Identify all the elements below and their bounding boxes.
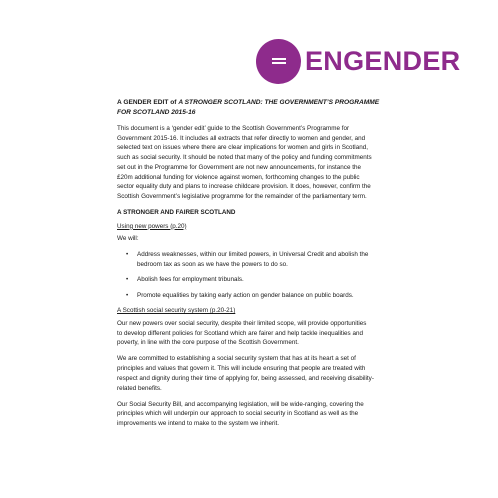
section-heading: A STRONGER AND FAIRER SCOTLAND bbox=[117, 209, 236, 217]
commitments-list bbox=[117, 250, 399, 300]
document-title bbox=[117, 98, 399, 117]
intro-paragraph: This document is a ‘gender edit’ guide to the Scottish Government’s Programme for Government 2015-16. It includes all extracts that refer directly to women and gender, and selected text on issues where there are clear implications for women and girls in Scotland, such as social security. It should be noted that many of the policy and funding commitments set out in the Programme for Government are not new announcements, for instance the £20m additional funding for violence against women, forthcoming changes to the public sector equality duty and plans to increase childcare provision. It does, however, confirm the Scottish Government’s legislative programme for the remainder of the parliamentary term. bbox=[117, 125, 372, 200]
bullet-icon: • bbox=[126, 276, 129, 284]
section-subheading-social-security: A Scottish social security system (p.20-21) bbox=[117, 307, 236, 315]
body-paragraph: Our new powers over social security, despite their limited scope, will provide opportunities to develop different policies for Scotland which are fairer and help tackle inequalities and poverty, in line with the core purpose of the Scottish Government. bbox=[117, 319, 367, 347]
logo-text: ENGENDER bbox=[305, 45, 461, 76]
title-italic: A STRONGER SCOTLAND: THE GOVERNMENT’S PROGRAMME bbox=[178, 99, 380, 106]
title-line-2: FOR SCOTLAND 2015-16 bbox=[117, 108, 196, 116]
section-subheading-new-powers: Using new powers (p.20) bbox=[117, 222, 187, 230]
body-paragraph: Our Social Security Bill, and accompanying legislation, will be wide-ranging, covering the principles which will underpin our approach to social security in Scotland as well as the improvements we intend to make to the system we inherit. bbox=[117, 400, 364, 428]
list-item: • Address weaknesses, within our limited powers, in Universal Credit and abolish the bedroom tax as soon as we have the powers to do so. bbox=[126, 251, 369, 268]
bullet-icon: • bbox=[126, 291, 129, 299]
list-item: • Promote equalities by taking early action on gender balance on public boards. bbox=[126, 291, 354, 299]
equals-icon bbox=[256, 39, 301, 84]
title-prefix: A GENDER EDIT of bbox=[117, 99, 179, 106]
engender-logo bbox=[256, 37, 460, 85]
document-body bbox=[117, 98, 399, 435]
body-paragraph: We are committed to establishing a social security system that has at its heart a set of principles and values that govern it. This will include ensuring that people are treated with respect and dignity during their time of applying for, being assessed, and receiving disability- related benefits. bbox=[117, 355, 374, 392]
bullet-icon: • bbox=[126, 251, 129, 259]
section-lead: We will: bbox=[117, 235, 139, 243]
list-item: • Abolish fees for employment tribunals. bbox=[126, 276, 244, 284]
